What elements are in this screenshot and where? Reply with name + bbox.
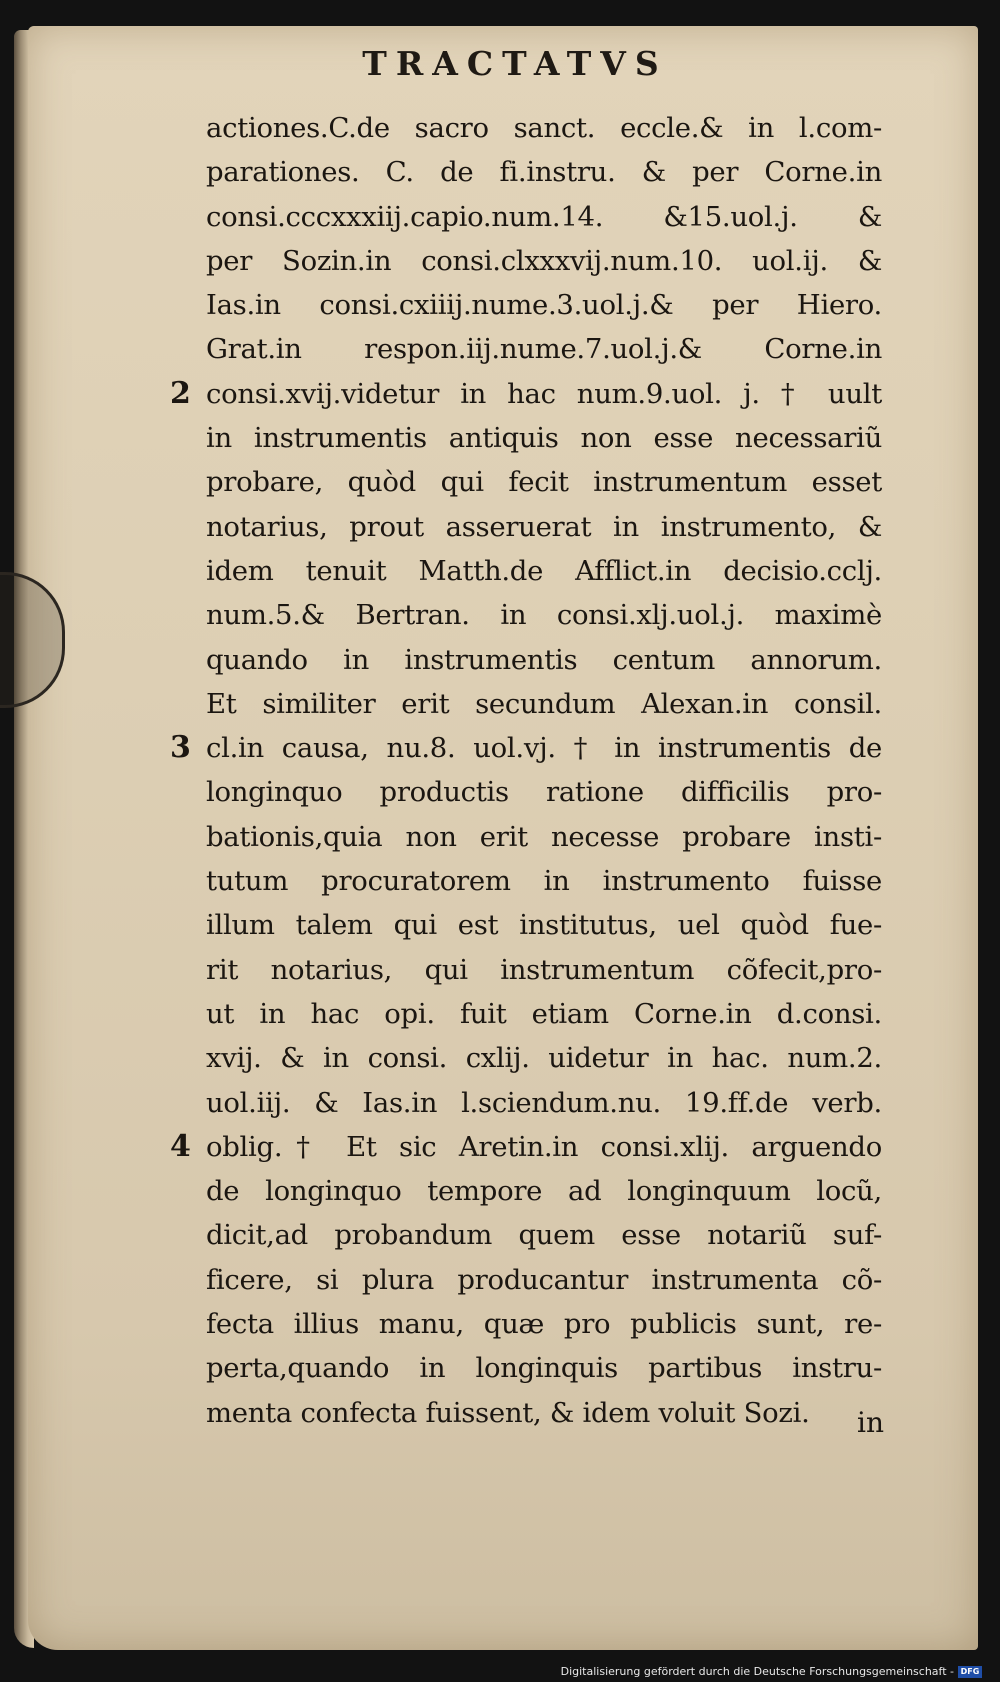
line-text: fecta illius manu, quæ pro publicis sunt, re-	[206, 1308, 882, 1341]
line-text: perta,quando in longinquis partibus instru-	[206, 1352, 882, 1385]
line-text: menta confecta fuissent, & idem voluit Sozi.	[206, 1396, 810, 1429]
line-text: consi.cccxxxiij.capio.num.14. &15.uol.j. &	[206, 200, 882, 233]
line-text: in instrumentis antiquis non esse necessariũ	[206, 422, 882, 455]
margin-number: 4	[170, 1128, 191, 1164]
line-text: tutum procuratorem in instrumento fuisse	[206, 865, 882, 898]
running-head: TRACTATVS	[362, 44, 668, 83]
text-line	[206, 1213, 882, 1257]
text-line	[206, 195, 882, 239]
text-line	[206, 1302, 882, 1346]
text-line	[206, 1346, 882, 1390]
text-line	[206, 948, 882, 992]
text-line	[206, 283, 882, 327]
line-text: bationis,quia non erit necesse probare insti-	[206, 820, 882, 853]
text-line	[206, 1081, 882, 1125]
line-text: ficere, si plura producantur instrumenta cõ-	[206, 1263, 882, 1296]
line-text: Ias.in consi.cxiiij.nume.3.uol.j.& per Hiero.	[206, 289, 882, 322]
text-line	[206, 593, 882, 637]
digitization-footer	[561, 1665, 982, 1678]
text-line	[206, 903, 882, 947]
line-text: xvij. & in consi. cxlij. uidetur in hac. num.2.	[206, 1042, 882, 1075]
line-text: Et similiter erit secundum Alexan.in consil.	[206, 687, 882, 720]
line-text: uol.iij. & Ias.in l.sciendum.nu. 19.ff.de verb.	[206, 1086, 882, 1119]
line-text: longinquo productis ratione difficilis pro-	[206, 776, 882, 809]
text-line	[206, 106, 882, 150]
line-text: illum talem qui est institutus, uel quòd fue-	[206, 909, 882, 942]
text-line	[206, 549, 882, 593]
text-line	[170, 372, 882, 416]
text-line	[206, 327, 882, 371]
text-line	[206, 638, 882, 682]
line-text: per Sozin.in consi.clxxxvij.num.10. uol.ij. &	[206, 244, 882, 277]
text-line	[206, 815, 882, 859]
line-text: idem tenuit Matth.de Afflict.in decisio.cclj.	[206, 554, 882, 587]
funding-credit: Digitalisierung gefördert durch die Deutsche Forschungsgemeinschaft -	[560, 1665, 954, 1678]
text-line	[206, 682, 882, 726]
line-text: notarius, prout asseruerat in instrumento, &	[206, 510, 882, 543]
line-text: dicit,ad probandum quem esse notariũ suf-	[206, 1219, 882, 1252]
text-line	[206, 239, 882, 283]
text-block	[170, 106, 882, 1435]
line-text: quando in instrumentis centum annorum.	[206, 643, 882, 676]
text-line	[206, 859, 882, 903]
line-text: Grat.in respon.iij.nume.7.uol.j.& Corne.in	[206, 333, 882, 366]
margin-number: 2	[170, 375, 191, 411]
text-line	[206, 770, 882, 814]
line-text: parationes. C. de fi.instru. & per Corne.in	[206, 156, 882, 189]
text-line	[206, 505, 882, 549]
catchword: in	[857, 1406, 884, 1439]
line-text: ut in hac opi. fuit etiam Corne.in d.consi.	[206, 997, 882, 1030]
text-line	[206, 992, 882, 1036]
text-line	[206, 150, 882, 194]
text-line	[206, 460, 882, 504]
line-text: de longinquo tempore ad longinquum locũ,	[206, 1175, 882, 1208]
text-line	[206, 1169, 882, 1213]
dfg-logo: DFG	[958, 1666, 982, 1678]
line-text: probare, quòd qui fecit instrumentum esset	[206, 466, 882, 499]
text-line	[206, 1036, 882, 1080]
text-line	[206, 416, 882, 460]
line-text: rit notarius, qui instrumentum cõfecit,pro-	[206, 953, 882, 986]
line-text: num.5.& Bertran. in consi.xlj.uol.j. maximè	[206, 599, 882, 632]
line-text: consi.xvij.videtur in hac num.9.uol. j. † uult	[206, 377, 882, 410]
text-line	[170, 1125, 882, 1169]
text-line	[206, 1391, 882, 1435]
line-text: oblig.† Et sic Aretin.in consi.xlij. arguendo	[206, 1130, 882, 1163]
margin-number: 3	[170, 730, 191, 766]
text-line	[206, 1258, 882, 1302]
line-text: cl.in causa, nu.8. uol.vj. † in instrumentis de	[206, 732, 882, 765]
text-line	[170, 726, 882, 770]
line-text: actiones.C.de sacro sanct. eccle.& in l.com-	[206, 112, 882, 144]
